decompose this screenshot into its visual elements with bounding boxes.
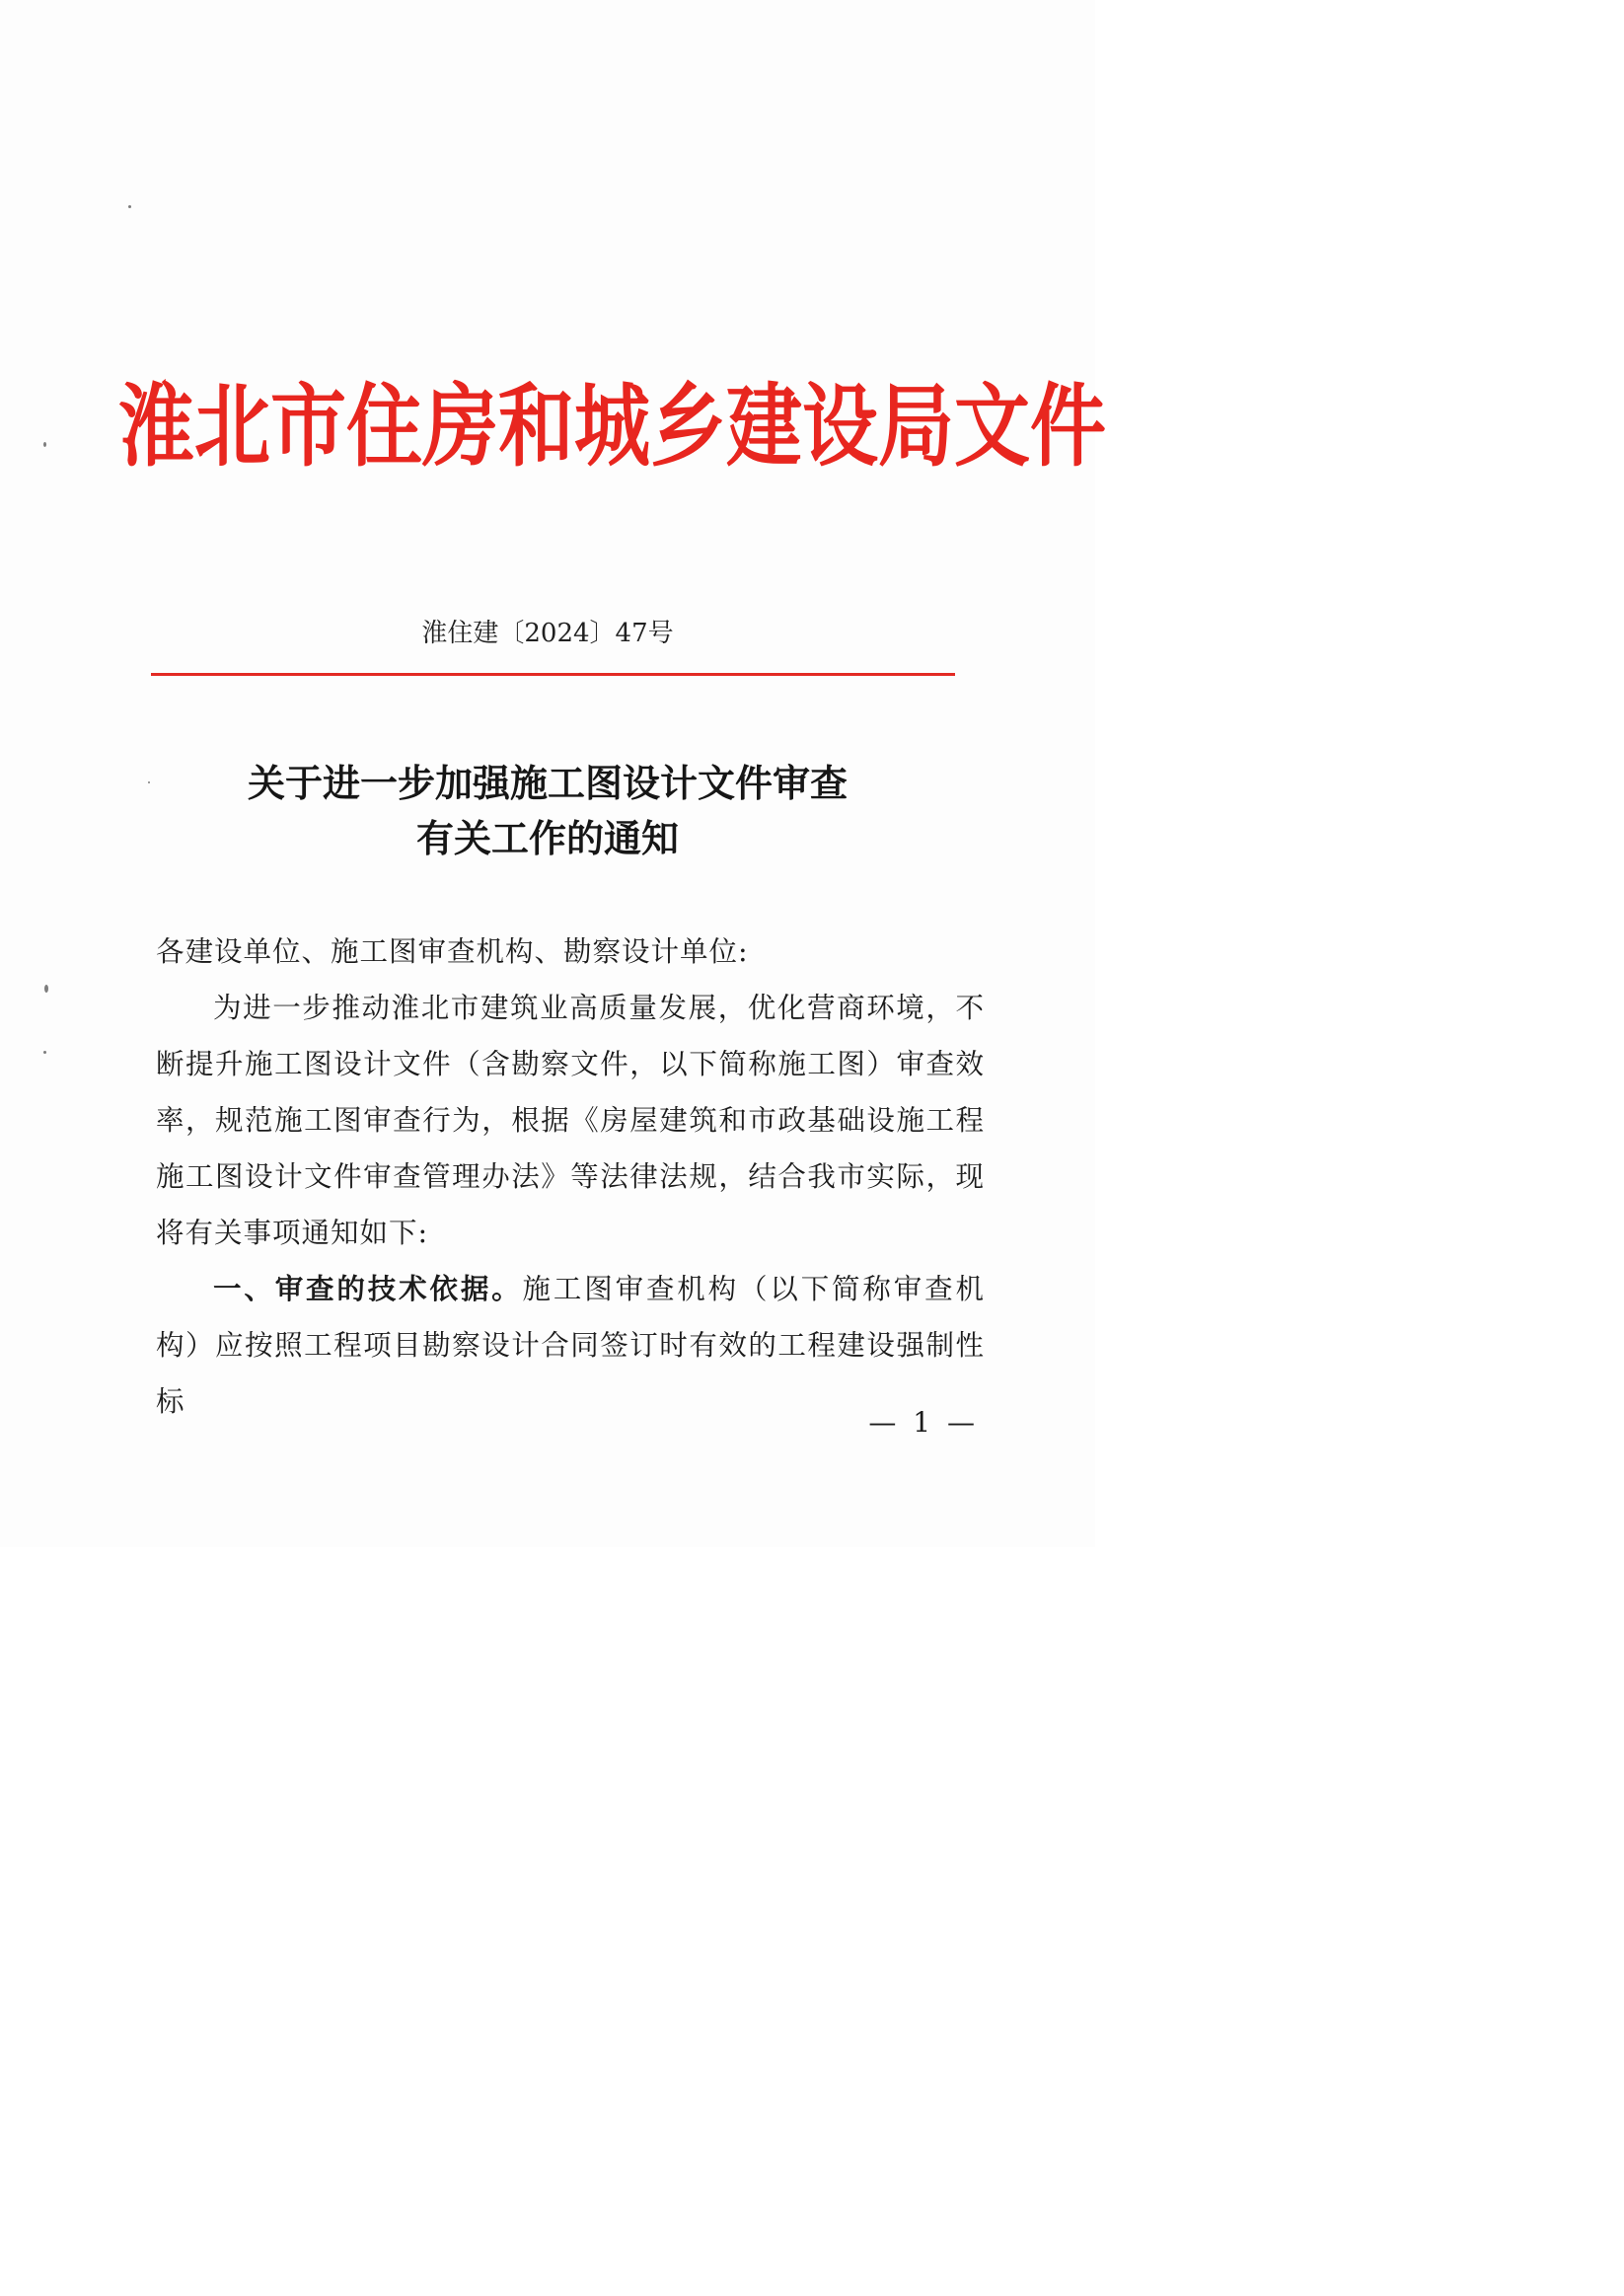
- issuer-header-title: 淮北市住房和城乡建设局文件: [118, 375, 1106, 480]
- scan-speck: [44, 985, 48, 993]
- page-number: — 1 —: [868, 1406, 979, 1439]
- scan-speck: [128, 205, 131, 208]
- scan-speck: [43, 1051, 46, 1054]
- scan-speck: [43, 442, 46, 447]
- document-title-line-1: 关于进一步加强施工图设计文件审查: [247, 761, 848, 805]
- document-title: [0, 756, 1095, 866]
- document-body: [156, 924, 985, 1430]
- document-number: 淮住建〔2024〕47号: [421, 619, 674, 648]
- document-title-line-2: 有关工作的通知: [415, 816, 679, 860]
- section-1-text: 施工图审查机构（以下简称审查机构）应按照工程项目勘察设计合同签订时有效的工程建设强制性标: [156, 1273, 985, 1418]
- scan-speck: [148, 781, 150, 783]
- red-divider-line: [151, 673, 955, 676]
- paragraph-intro: 为进一步推动淮北市建筑业高质量发展，优化营商环境，不断提升施工图设计文件（含勘察文件，以下简称施工图）审查效率，规范施工图审查行为，根据《房屋建筑和市政基础设施工程施工图设计文件审查管理办法》等法律法规，结合我市实际，现将有关事项通知如下:: [156, 992, 985, 1249]
- section-1-heading: 一、审查的技术依据。: [213, 1273, 523, 1305]
- paragraph-section-1: [156, 1261, 985, 1430]
- salutation: 各建设单位、施工图审查机构、勘察设计单位:: [156, 935, 749, 968]
- document-page: [0, 0, 1106, 1547]
